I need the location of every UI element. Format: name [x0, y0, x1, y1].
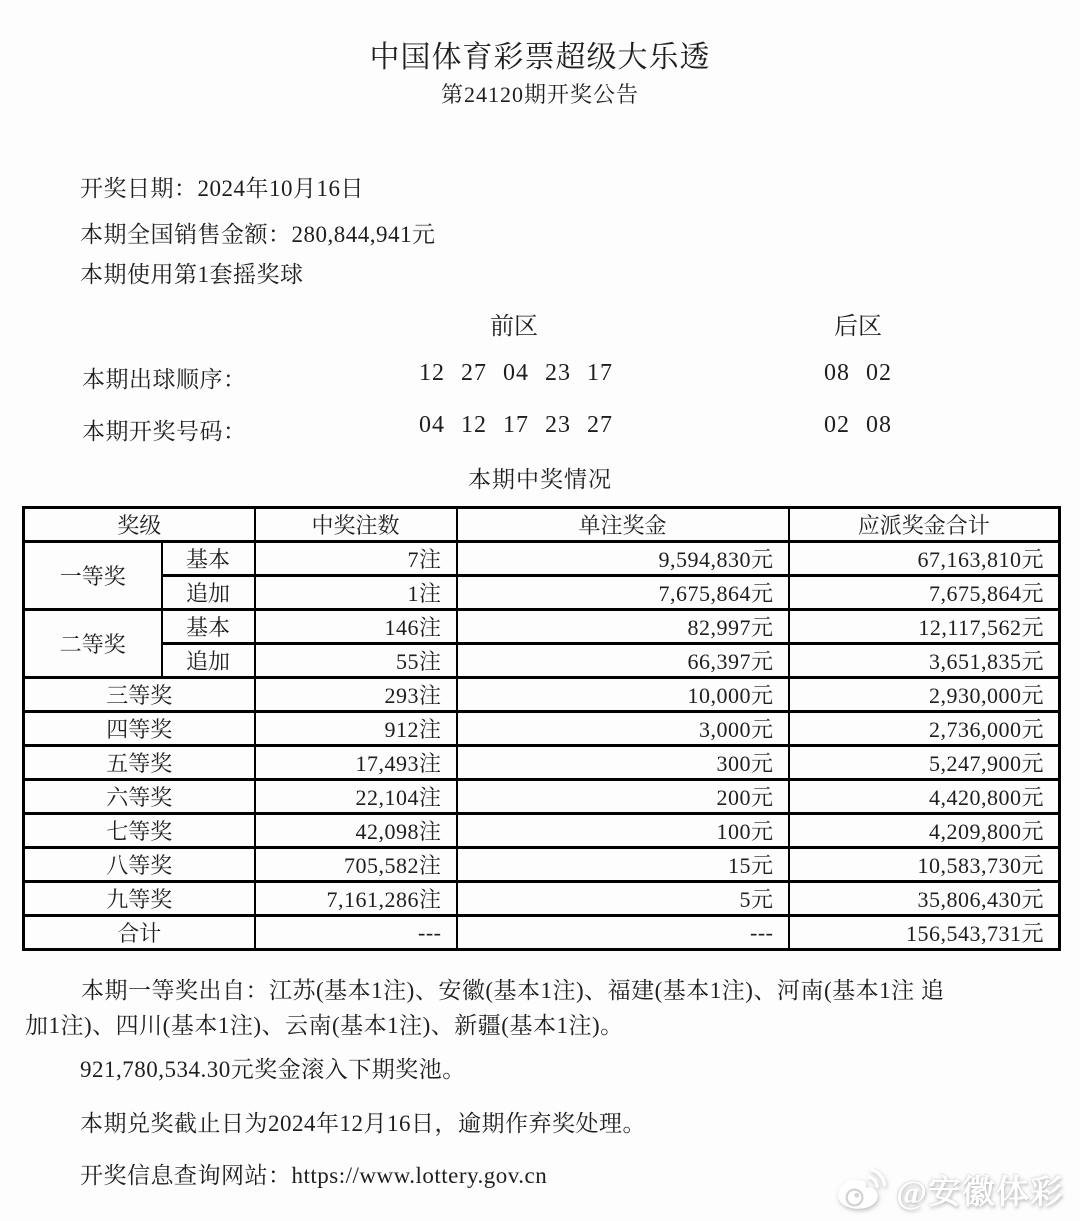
- single-prize-cell: 300元: [457, 746, 789, 780]
- prize-row: [24, 848, 1060, 882]
- website-note: 开奖信息查询网站：https://www.lottery.gov.cn: [80, 1163, 548, 1188]
- winning-numbers-label: 本期开奖号码：: [82, 419, 247, 444]
- weibo-icon: [832, 1167, 886, 1213]
- second-prize-basic-count-cell: 146注: [255, 610, 457, 644]
- count-cell: 7,161,286注: [255, 882, 457, 916]
- second-prize-basic-type-cell: 基本: [162, 610, 255, 644]
- prize-level-cell: 三等奖: [24, 678, 255, 712]
- first-prize-basic-row: [24, 542, 1060, 576]
- single-prize-cell: 100元: [457, 814, 789, 848]
- prize-table-header-row: [24, 508, 1060, 542]
- single-prize-cell: 5元: [457, 882, 789, 916]
- total-prize-cell: 5,247,900元: [789, 746, 1060, 780]
- single-prize-cell: 15元: [457, 848, 789, 882]
- total-prize-cell: 4,420,800元: [789, 780, 1060, 814]
- prize-level-cell: 七等奖: [24, 814, 255, 848]
- second-prize-basic-total-cell: 12,117,562元: [789, 610, 1060, 644]
- first-prize-extra-type-cell: 追加: [162, 576, 255, 610]
- prize-row: [24, 712, 1060, 746]
- prize-level-cell: 八等奖: [24, 848, 255, 882]
- second-prize-extra-single-cell: 66,397元: [457, 644, 789, 678]
- total-label-cell: 合计: [24, 916, 255, 950]
- single-prize-cell: 3,000元: [457, 712, 789, 746]
- count-cell: 293注: [255, 678, 457, 712]
- draw-order-label: 本期出球顺序：: [82, 367, 247, 392]
- col-header-total-prize: 应派奖金合计: [789, 508, 1060, 542]
- count-cell: 912注: [255, 712, 457, 746]
- total-prize-cell: 4,209,800元: [789, 814, 1060, 848]
- single-prize-cell: 200元: [457, 780, 789, 814]
- prize-row: [24, 746, 1060, 780]
- page-subtitle: 第24120期开奖公告: [440, 82, 639, 107]
- prize-level-cell: 四等奖: [24, 712, 255, 746]
- prize-level-cell: 九等奖: [24, 882, 255, 916]
- total-prize-sum-cell: 156,543,731元: [789, 916, 1060, 950]
- second-prize-extra-row: [24, 644, 1060, 678]
- first-prize-extra-total-cell: 7,675,864元: [789, 576, 1060, 610]
- count-cell: 22,104注: [255, 780, 457, 814]
- draw-order-front-numbers: 12 27 04 23 17: [419, 360, 613, 386]
- total-single-prize-cell: ---: [457, 916, 789, 950]
- deadline-note: 本期兑奖截止日为2024年12月16日，逾期作弃奖处理。: [80, 1111, 646, 1136]
- prize-table: [22, 506, 1061, 951]
- first-prize-provinces-note: [25, 973, 1060, 1043]
- prize-level-cell: 五等奖: [24, 746, 255, 780]
- single-prize-cell: 10,000元: [457, 678, 789, 712]
- provinces-line-1: 本期一等奖出自：江苏(基本1注)、安徽(基本1注)、福建(基本1注)、河南(基本1注 追: [81, 978, 945, 1003]
- count-cell: 17,493注: [255, 746, 457, 780]
- first-prize-basic-count-cell: 7注: [255, 542, 457, 576]
- first-prize-label-cell: 一等奖: [24, 542, 162, 610]
- first-prize-extra-single-cell: 7,675,864元: [457, 576, 789, 610]
- second-prize-basic-row: [24, 610, 1060, 644]
- second-prize-extra-count-cell: 55注: [255, 644, 457, 678]
- first-prize-extra-row: [24, 576, 1060, 610]
- front-zone-label: 前区: [490, 314, 538, 340]
- prize-row: [24, 780, 1060, 814]
- ball-set-line: 本期使用第1套摇奖球: [80, 262, 304, 287]
- draw-date-line: 开奖日期：2024年10月16日: [80, 176, 364, 201]
- col-header-level: 奖级: [24, 508, 255, 542]
- total-prize-cell: 35,806,430元: [789, 882, 1060, 916]
- prize-level-cell: 六等奖: [24, 780, 255, 814]
- first-prize-extra-count-cell: 1注: [255, 576, 457, 610]
- prize-table-caption: 本期中奖情况: [468, 467, 612, 492]
- first-prize-basic-type-cell: 基本: [162, 542, 255, 576]
- sales-amount-line: 本期全国销售金额：280,844,941元: [80, 222, 436, 247]
- prize-row: [24, 882, 1060, 916]
- rollover-note: 921,780,534.30元奖金滚入下期奖池。: [80, 1057, 466, 1082]
- second-prize-basic-single-cell: 82,997元: [457, 610, 789, 644]
- first-prize-basic-single-cell: 9,594,830元: [457, 542, 789, 576]
- count-cell: 705,582注: [255, 848, 457, 882]
- page-title: 中国体育彩票超级大乐透: [369, 41, 711, 74]
- col-header-count: 中奖注数: [255, 508, 457, 542]
- provinces-line-2: 加1注)、四川(基本1注)、云南(基本1注)、新疆(基本1注)。: [25, 1013, 624, 1038]
- winning-back-numbers: 02 08: [824, 412, 892, 438]
- first-prize-basic-total-cell: 67,163,810元: [789, 542, 1060, 576]
- second-prize-label-cell: 二等奖: [24, 610, 162, 678]
- total-prize-cell: 2,930,000元: [789, 678, 1060, 712]
- second-prize-extra-total-cell: 3,651,835元: [789, 644, 1060, 678]
- count-cell: 42,098注: [255, 814, 457, 848]
- total-row: [24, 916, 1060, 950]
- col-header-single-prize: 单注奖金: [457, 508, 789, 542]
- total-prize-cell: 2,736,000元: [789, 712, 1060, 746]
- second-prize-extra-type-cell: 追加: [162, 644, 255, 678]
- watermark: [832, 1166, 1064, 1213]
- watermark-handle: @安徽体彩: [896, 1175, 1064, 1211]
- total-prize-cell: 10,583,730元: [789, 848, 1060, 882]
- prize-row: [24, 678, 1060, 712]
- total-count-cell: ---: [255, 916, 457, 950]
- prize-row: [24, 814, 1060, 848]
- winning-front-numbers: 04 12 17 23 27: [419, 412, 613, 438]
- draw-order-back-numbers: 08 02: [824, 360, 892, 386]
- back-zone-label: 后区: [834, 314, 882, 340]
